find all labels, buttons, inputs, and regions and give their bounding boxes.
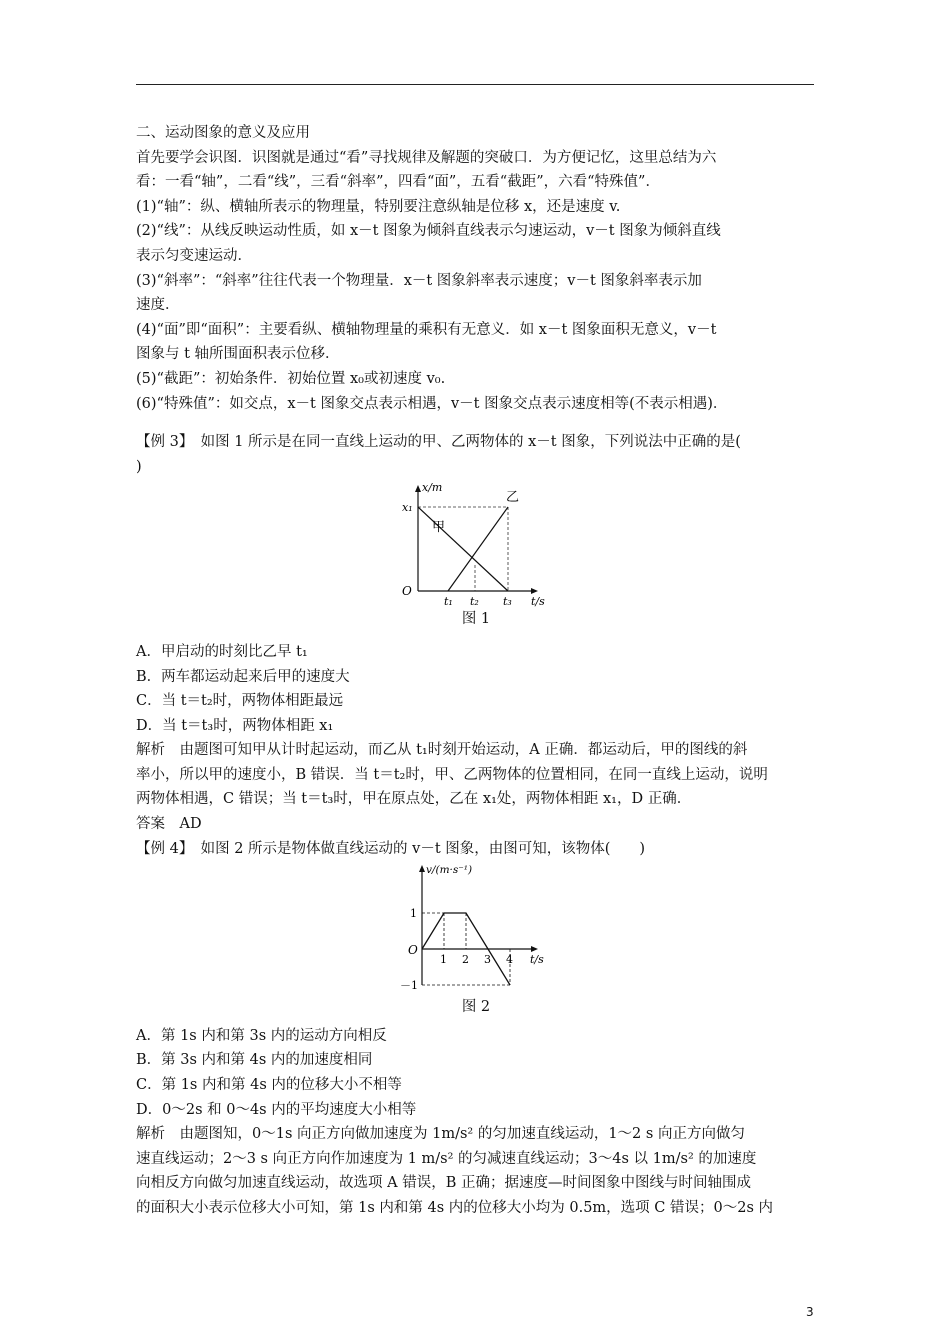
t3-tick: t₃: [503, 595, 512, 608]
point-line: 图象与 t 轴所围面积表示位移．: [136, 346, 340, 363]
x-axis-arrow: [531, 588, 538, 594]
y-tick-1: 1: [410, 907, 417, 921]
figure-2-caption: 图 2: [461, 999, 491, 1016]
header-rule: [136, 84, 814, 85]
example4-option-c: C．第 1s 内和第 4s 内的位移大小不相等: [136, 1077, 402, 1094]
y-axis-arrow: [415, 485, 421, 492]
x-axis-label: t/s: [530, 953, 544, 967]
page-number: 3: [806, 1305, 814, 1319]
t1-tick: t₁: [444, 595, 453, 608]
example3-analysis: 解析 由题图可知甲从计时起运动，而乙从 t₁时刻开始运动，A 正确．都运动后，甲的图线的斜: [136, 742, 748, 759]
example3-option-c: C．当 t＝t₂时，两物体相距最远: [136, 693, 344, 710]
section-title: 二、运动图象的意义及应用: [136, 125, 310, 141]
point-line: 速度．: [136, 297, 180, 314]
point-line: (1)“轴”：纵、横轴所表示的物理量，特别要注意纵轴是位移 x，还是速度 v.: [136, 198, 621, 215]
t-axis-arrow: [531, 946, 538, 952]
label-yi: 乙: [506, 490, 520, 506]
t-tick-3: 3: [484, 953, 491, 967]
point-line: 表示匀变速运动．: [136, 247, 252, 264]
x1-tick: x₁: [402, 501, 413, 515]
figure-1: [136, 479, 816, 607]
figure-2: [136, 861, 816, 989]
example3-analysis: 两物体相遇，C 错误；当 t＝t₃时，甲在原点处，乙在 x₁处，两物体相距 x₁，D 正确．: [136, 791, 692, 808]
origin-label: O: [408, 943, 418, 958]
page-content: [136, 121, 816, 1221]
example3-question: 【例 3】 如图 1 所示是在同一直线上运动的甲、乙两物体的 x－t 图象，下列说法中正确的是(: [136, 434, 741, 451]
example4-analysis: 的面积大小表示位移大小可知，第 1s 内和第 4s 内的位移大小均为 0.5m，选项 C 错误；0～2s 内: [136, 1200, 773, 1216]
example4-analysis: 速直线运动；2～3 s 向正方向作加速度为 1 m/s² 的匀减速直线运动；3～4s 以 1m/s² 的加速度: [136, 1150, 757, 1167]
figure-2-graph: [136, 861, 816, 989]
figure-1-caption: 图 1: [461, 611, 491, 628]
example3-option-b: B．两车都运动起来后甲的速度大: [136, 668, 350, 685]
y-axis-label: v/(m·s⁻¹): [426, 864, 473, 877]
point-line: (2)“线”：从线反映运动性质，如 x－t 图象为倾斜直线表示匀速运动，v－t 图象为倾斜直线: [136, 223, 721, 240]
t2-tick: t₂: [470, 595, 479, 608]
y-tick-neg1: －1: [400, 979, 418, 990]
point-line: (5)“截距”：初始条件．初始位置 x₀或初速度 v₀.: [136, 370, 446, 387]
example4-question: 【例 4】 如图 2 所示是物体做直线运动的 v－t 图象，由图可知，该物体( ): [136, 840, 646, 857]
origin-label: O: [402, 584, 412, 599]
t-tick-1: 1: [440, 953, 447, 967]
example4-analysis: 解析 由题图知，0～1s 向正方向做加速度为 1m/s² 的匀加速直线运动，1～2 s 向正方向做匀: [136, 1126, 745, 1143]
point-line: (3)“斜率”：“斜率”往往代表一个物理量．x－t 图象斜率表示速度；v－t 图象斜率表示加: [136, 272, 702, 289]
example4-analysis: 向相反方向做匀加速直线运动，故选项 A 错误，B 正确；据速度—时间图象中图线与时间轴围成: [136, 1175, 751, 1192]
figure-1-graph: [136, 479, 816, 607]
y-axis-arrow: [419, 865, 425, 872]
point-line: (4)“面”即“面积”：主要看纵、横轴物理量的乘积有无意义．如 x－t 图象面积无意义，v－t: [136, 321, 717, 338]
example4-option-a: A．第 1s 内和第 3s 内的运动方向相反: [136, 1027, 387, 1044]
example3-option-a: A．甲启动的时刻比乙早 t₁: [136, 643, 308, 660]
t-tick-2: 2: [462, 953, 469, 967]
point-line: (6)“特殊值”：如交点，x－t 图象交点表示相遇，v－t 图象交点表示速度相等(不表示相遇)．: [136, 395, 728, 412]
example4-option-b: B．第 3s 内和第 4s 内的加速度相同: [136, 1052, 373, 1069]
intro-line-1: 首先要学会识图．识图就是通过“看”寻找规律及解题的突破口．为方便记忆，这里总结为六: [136, 149, 717, 166]
x-axis-label: t/s: [531, 595, 545, 608]
example3-answer: 答案 AD: [136, 816, 202, 833]
intro-line-2: 看：一看“轴”，二看“线”，三看“斜率”，四看“面”，五看“截距”，六看“特殊值”．: [136, 174, 660, 191]
line-yi: [448, 507, 508, 591]
y-axis-label: x/m: [422, 481, 443, 495]
example3-option-d: D．当 t＝t₃时，两物体相距 x₁: [136, 717, 334, 734]
example3-question-cont: ): [136, 458, 142, 475]
label-jia: 甲: [432, 520, 446, 536]
t-tick-4: 4: [506, 953, 513, 967]
example3-analysis: 率小，所以甲的速度小，B 错误．当 t＝t₂时，甲、乙两物体的位置相同，在同一直线上运动，说明: [136, 766, 768, 783]
example4-option-d: D．0～2s 和 0～4s 内的平均速度大小相等: [136, 1101, 417, 1118]
